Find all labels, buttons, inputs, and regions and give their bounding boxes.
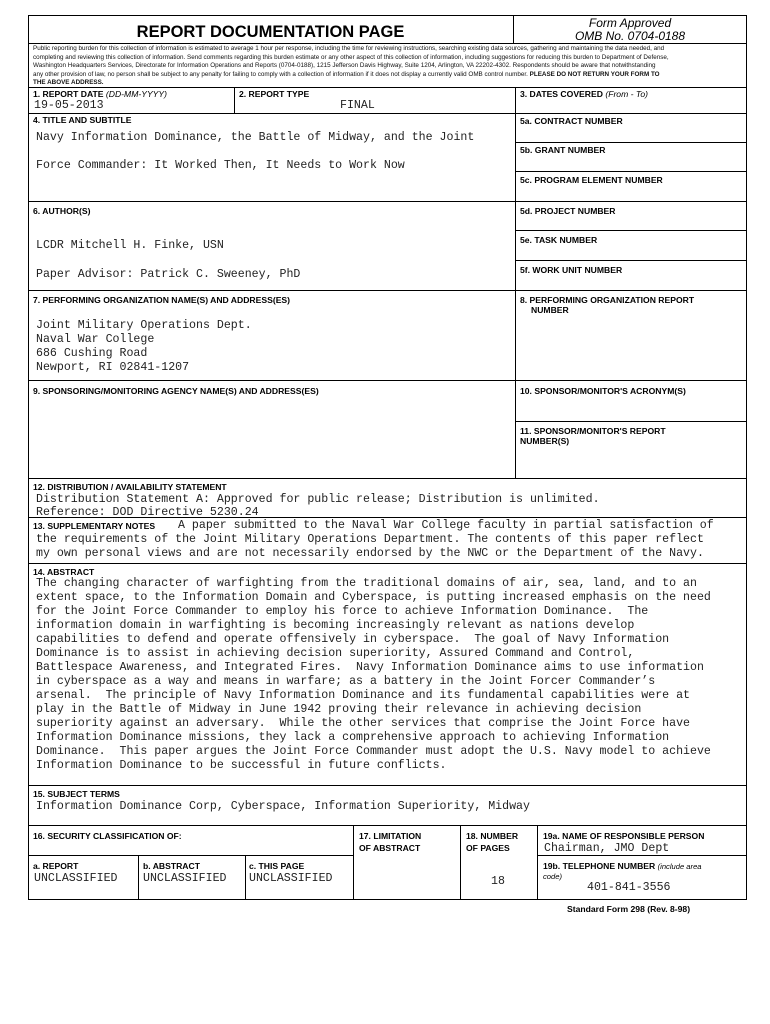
distribution-line-2[interactable]: Reference: DOD Directive 5230.24 (36, 506, 259, 517)
supplementary-line-3[interactable]: my own personal views and are not necessarily endorsed by the NWC or the Department of the Navy. (36, 547, 704, 560)
num-pages-label-1: 18. NUMBER (466, 831, 519, 841)
report-date-value[interactable]: 19-05-2013 (34, 99, 104, 112)
security-class-label: 16. SECURITY CLASSIFICATION OF: (33, 831, 182, 841)
telephone-value[interactable]: 401-841-3556 (587, 881, 671, 894)
program-element-label: 5c. PROGRAM ELEMENT NUMBER (520, 175, 663, 185)
performing-org-line-3[interactable]: 686 Cushing Road (36, 347, 148, 360)
burden-bold-tail: PLEASE DO NOT RETURN YOUR FORM TO (529, 70, 660, 78)
author-line-1[interactable]: LCDR Mitchell H. Finke, USN (36, 239, 224, 252)
report-date-label: 1. REPORT DATE (DD-MM-YYYY) (33, 89, 168, 99)
author-line-2[interactable]: Paper Advisor: Patrick C. Sweeney, PhD (36, 268, 301, 281)
distribution-line-1[interactable]: Distribution Statement A: Approved for public release; Distribution is unlimited. (36, 493, 600, 506)
abstract-line: Information Dominance to be successful in future conflicts. (36, 759, 447, 772)
report-type-label: 2. REPORT TYPE (239, 89, 310, 99)
burden-line-3: Washington Headquarters Services, Directorate for Information Operations and Reports (0704-0188), 1215 Jefferson Davis Highway, Suite 1204, Arlington, VA 22202-4302. Respondents should be aware that notwithstanding (33, 62, 656, 70)
abstract-class-value[interactable]: UNCLASSIFIED (143, 872, 227, 885)
report-class-value[interactable]: UNCLASSIFIED (34, 872, 118, 885)
page-class-value[interactable]: UNCLASSIFIED (249, 872, 333, 885)
rule-5d-bottom (515, 230, 747, 231)
burden-line-4: any other provision of law, no person shall be subject to any penalty for failing to comply with a collection of information if it does not display a currently valid OMB control number. (33, 70, 528, 78)
limitation-label-1: 17. LIMITATION (359, 831, 422, 841)
title-line-1[interactable]: Navy Information Dominance, the Battle of Midway, and the Joint (36, 131, 475, 144)
grant-number-label: 5b. GRANT NUMBER (520, 145, 606, 155)
rule-header-bottom (28, 43, 747, 44)
burden-notice (33, 45, 745, 88)
burden-line-2: completing and reviewing this collection of information. Send comments regarding this burden estimate or any other aspect of this collection of information, including suggestions for reducing this burden to Department of Defense, (33, 53, 669, 61)
abstract-class-label: b. ABSTRACT (143, 861, 200, 871)
rule-5a-bottom (515, 142, 747, 143)
abstract-line: Dominance is to assist in achieving decision superiority, Assured Command and Control, (36, 647, 635, 660)
report-type-value[interactable]: FINAL (340, 99, 375, 112)
num-pages-label-2: OF PAGES (466, 843, 510, 853)
burden-line-1: Public reporting burden for this collection of information is estimated to average 1 hour per response, including the time for reviewing instructions, searching existing data sources, gathering and maintaining the data needed, and (33, 45, 665, 52)
abstract-line: Dominance. This paper argues the Joint Force Commander must adopt the U.S. Navy model to achieve (36, 745, 711, 758)
sponsor-report-label-1: 11. SPONSOR/MONITOR'S REPORT (520, 426, 666, 436)
vrule-19 (537, 825, 538, 900)
vrule-16a (138, 855, 139, 900)
rule-5b-bottom (515, 171, 747, 172)
standard-form-label: Standard Form 298 (Rev. 8-98) (567, 904, 691, 914)
rule-author-bottom (28, 290, 747, 291)
responsible-person-label: 19a. NAME OF RESPONSIBLE PERSON (543, 831, 705, 841)
abstract-line: in cyberspace as a way and means in warfare; as a battery in the Joint Forcer Commander’s (36, 675, 656, 688)
contract-number-label: 5a. CONTRACT NUMBER (520, 116, 623, 126)
performing-org-line-1[interactable]: Joint Military Operations Dept. (36, 319, 252, 332)
form-approved-label: Form Approved (588, 16, 672, 30)
burden-line-4-wrap (33, 71, 745, 80)
subject-terms-value[interactable]: Information Dominance Corp, Cyberspace, Information Superiority, Midway (36, 800, 530, 813)
abstract-label: 14. ABSTRACT (33, 567, 95, 577)
performing-report-label-1: 8. PERFORMING ORGANIZATION REPORT (520, 295, 695, 305)
rule-row1-bottom (28, 113, 747, 114)
work-unit-label: 5f. WORK UNIT NUMBER (520, 265, 623, 275)
supplementary-label: 13. SUPPLEMENTARY NOTES (33, 521, 156, 531)
rule-16-inner (28, 855, 353, 856)
report-class-label: a. REPORT (33, 861, 79, 871)
abstract-line: arsenal. The principle of Navy Information Dominance and its fundamental capabilities were at (36, 689, 690, 702)
burden-bold-line: THE ABOVE ADDRESS. (33, 79, 104, 87)
abstract-line: information domain in warfighting is becoming increasingly relevant as nations develop (36, 619, 635, 632)
vrule-row1-a (234, 87, 235, 113)
subject-terms-label: 15. SUBJECT TERMS (33, 789, 120, 799)
supplementary-line-2[interactable]: the requirements of the Joint Military Operations Department. The contents of this paper reflect (36, 533, 704, 546)
authors-label: 6. AUTHOR(S) (33, 206, 91, 216)
rule-org-bottom (28, 380, 747, 381)
distribution-line-2-clip (36, 506, 436, 517)
performing-org-line-2[interactable]: Naval War College (36, 333, 155, 346)
abstract-text[interactable] (36, 577, 711, 773)
vrule-18 (460, 825, 461, 900)
distribution-label: 12. DISTRIBUTION / AVAILABILITY STATEMENT (33, 482, 227, 492)
page-class-label: c. THIS PAGE (249, 861, 305, 871)
sponsor-report-label-2: NUMBER(S) (520, 436, 570, 446)
abstract-line: extent space, to the Information Domain and Cyberspace, is putting increased emphasis on the need (36, 591, 711, 604)
abstract-line: for the Joint Force Commander to employ his force to achieve Information Dominance. The (36, 605, 649, 618)
title-label: 4. TITLE AND SUBTITLE (33, 115, 132, 125)
rule-supp-bottom (28, 563, 747, 564)
abstract-line: capabilities to defend and operate offensively in cyberspace. The goal of Navy Information (36, 633, 670, 646)
vrule-right-col (515, 87, 516, 478)
vrule-17 (353, 825, 354, 900)
abstract-line: play in the Battle of Midway in June 1942 proving their relevance in achieving decision (36, 703, 642, 716)
rule-subject-bottom (28, 825, 747, 826)
limitation-label-2: OF ABSTRACT (359, 843, 421, 853)
responsible-person-value[interactable]: Chairman, JMO Dept (544, 842, 670, 855)
performing-org-label: 7. PERFORMING ORGANIZATION NAME(S) AND ADDRESS(ES) (33, 295, 291, 305)
abstract-line: The changing character of warfighting from the traditional domains of air, sea, land, and to an (36, 577, 697, 590)
rule-10-bottom (515, 421, 747, 422)
rule-abstract-bottom (28, 785, 747, 786)
performing-report-label-2: NUMBER (531, 305, 569, 315)
num-pages-value[interactable]: 18 (491, 875, 505, 888)
rule-dist-bottom (28, 517, 747, 518)
telephone-label: 19b. TELEPHONE NUMBER (include area (543, 861, 702, 871)
supplementary-line-1[interactable]: A paper submitted to the Naval War College faculty in partial satisfaction of (178, 519, 714, 532)
abstract-line: superiority against an adversary. While the other services that comprise the Joint Force have (36, 717, 690, 730)
rule-title-bottom (28, 201, 747, 202)
project-number-label: 5d. PROJECT NUMBER (520, 206, 616, 216)
telephone-sub: code) (543, 872, 562, 881)
dates-covered-label: 3. DATES COVERED (From - To) (520, 89, 648, 99)
page-title: REPORT DOCUMENTATION PAGE (136, 23, 405, 41)
abstract-line: Battlespace Awareness, and Integrated Fires. Navy Information Dominance aims to use information (36, 661, 704, 674)
abstract-line: Information Dominance missions, they lack a comprehensive approach to achieving Information (36, 731, 670, 744)
sponsoring-agency-label: 9. SPONSORING/MONITORING AGENCY NAME(S) AND ADDRESS(ES) (33, 386, 319, 396)
title-line-2[interactable]: Force Commander: It Worked Then, It Needs to Work Now (36, 159, 405, 172)
task-number-label: 5e. TASK NUMBER (520, 235, 598, 245)
rule-5e-bottom (515, 260, 747, 261)
sponsor-acronym-label: 10. SPONSOR/MONITOR'S ACRONYM(S) (520, 386, 686, 396)
omb-number: OMB No. 0704-0188 (574, 29, 686, 43)
rule-sponsor-bottom (28, 478, 747, 479)
vrule-16b (245, 855, 246, 900)
performing-org-line-4[interactable]: Newport, RI 02841-1207 (36, 361, 190, 374)
